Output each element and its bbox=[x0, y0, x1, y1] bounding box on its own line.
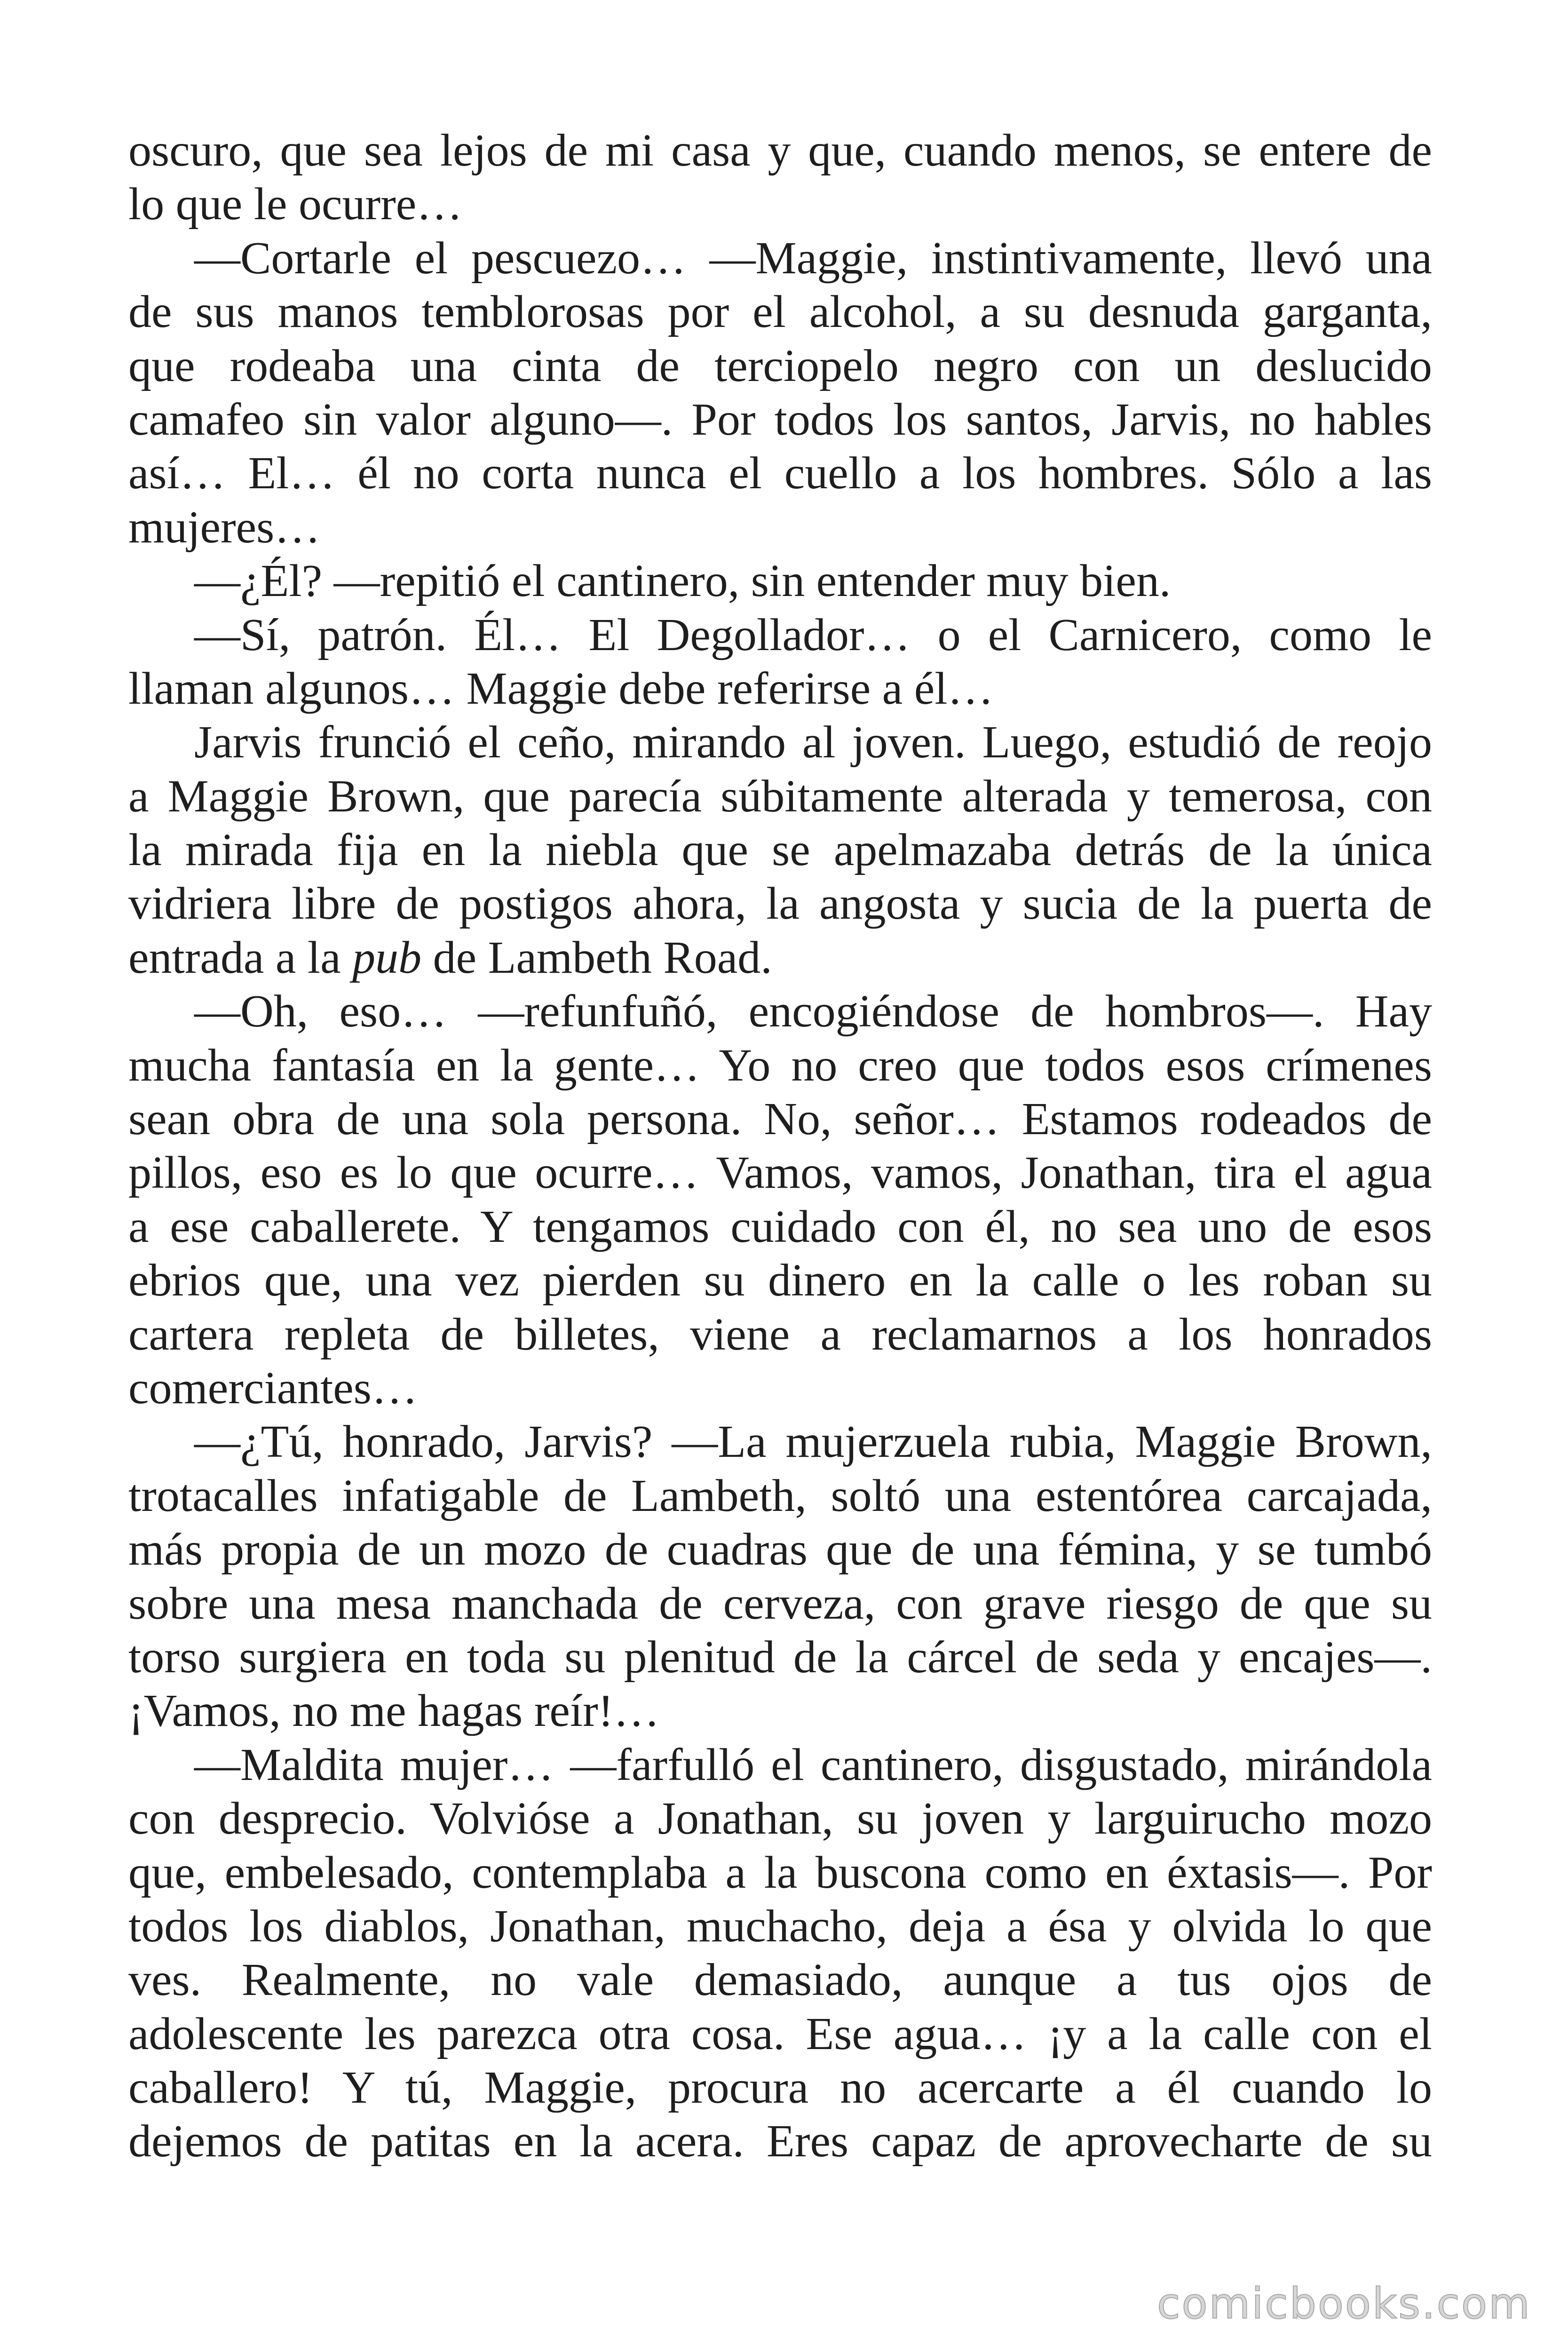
watermark: comicbooks.com bbox=[1157, 2279, 1531, 2328]
text-line: que rodeaba una cinta de terciopelo negro con un deslucido bbox=[128, 340, 1432, 391]
text-line: —¿Tú, honrado, Jarvis? —La mujerzuela rubia, Maggie Brown, bbox=[194, 1416, 1432, 1468]
text-line: —Maldita mujer… —farfulló el cantinero, disgustado, mirándola bbox=[194, 1739, 1432, 1790]
text-line: torso surgiera en toda su plenitud de la cárcel de seda y encajes—. bbox=[128, 1631, 1432, 1683]
text-line: a ese caballerete. Y tengamos cuidado con él, no sea uno de esos bbox=[128, 1201, 1432, 1252]
text-line: cartera repleta de billetes, viene a reclamarnos a los honrados bbox=[128, 1309, 1432, 1360]
text-line: ves. Realmente, no vale demasiado, aunque a tus ojos de bbox=[128, 1955, 1432, 2006]
text-line: lo que le ocurre… bbox=[128, 179, 463, 230]
text-line: sobre una mesa manchada de cerveza, con grave riesgo de que su bbox=[128, 1578, 1432, 1629]
body-text bbox=[128, 124, 1432, 2169]
text-line: —¿Él? —repitió el cantinero, sin entender muy bien. bbox=[194, 556, 1171, 607]
text-line: trotacalles infatigable de Lambeth, soltó una estentórea carcajada, bbox=[128, 1470, 1432, 1521]
text-line: —Sí, patrón. Él… El Degollador… o el Carnicero, como le bbox=[194, 609, 1432, 660]
text-line: ebrios que, una vez pierden su dinero en la calle o les roban su bbox=[128, 1255, 1432, 1306]
text-line: ¡Vamos, no me hagas reír!… bbox=[128, 1685, 660, 1737]
text-line: camafeo sin valor alguno—. Por todos los santos, Jarvis, no hables bbox=[128, 394, 1432, 445]
paragraph bbox=[128, 1738, 1432, 2169]
paragraph bbox=[128, 715, 1432, 985]
text-line bbox=[128, 931, 1432, 985]
text-segment: entrada a la bbox=[128, 932, 353, 983]
text-line: mucha fantasía en la gente… Yo no creo que todos esos crímenes bbox=[128, 1040, 1432, 1091]
text-line: comerciantes… bbox=[128, 1362, 418, 1414]
text-line: —Oh, eso… —refunfuñó, encogiéndose de hombros—. Hay bbox=[194, 986, 1432, 1037]
text-line: adolescente les parezca otra cosa. Ese agua… ¡y a la calle con el bbox=[128, 2008, 1432, 2059]
paragraph bbox=[128, 608, 1432, 716]
text-line: —Cortarle el pescuezo… —Maggie, instintivamente, llevó una bbox=[194, 232, 1432, 284]
text-line: la mirada fija en la niebla que se apelmazaba detrás de la única bbox=[128, 825, 1432, 876]
paragraph bbox=[128, 554, 1432, 608]
text-line: vidriera libre de postigos ahora, la angosta y sucia de la puerta de bbox=[128, 878, 1432, 930]
text-line: mujeres… bbox=[128, 501, 321, 553]
text-segment: de Lambeth Road. bbox=[421, 932, 772, 983]
paragraph bbox=[128, 231, 1432, 554]
text-line: Jarvis frunció el ceño, mirando al joven. Luego, estudió de reojo bbox=[194, 717, 1432, 768]
text-line: pillos, eso es lo que ocurre… Vamos, vamos, Jonathan, tira el agua bbox=[128, 1147, 1432, 1199]
text-line: más propia de un mozo de cuadras que de una fémina, y se tumbó bbox=[128, 1524, 1432, 1575]
text-line: todos los diablos, Jonathan, muchacho, deja a ésa y olvida lo que bbox=[128, 1900, 1432, 1952]
text-line: caballero! Y tú, Maggie, procura no acercarte a él cuando lo bbox=[128, 2062, 1432, 2114]
paragraph bbox=[128, 1415, 1432, 1738]
text-line: que, embelesado, contemplaba a la buscona como en éxtasis—. Por bbox=[128, 1847, 1432, 1898]
text-line: con desprecio. Volvióse a Jonathan, su joven y larguirucho mozo bbox=[128, 1793, 1432, 1844]
text-line: así… El… él no corta nunca el cuello a los hombres. Sólo a las bbox=[128, 448, 1432, 499]
text-line: oscuro, que sea lejos de mi casa y que, cuando menos, se entere de bbox=[128, 125, 1432, 176]
text-line: a Maggie Brown, que parecía súbitamente alterada y temerosa, con bbox=[128, 771, 1432, 822]
paragraph bbox=[128, 124, 1432, 231]
text-line: sean obra de una sola persona. No, señor… Estamos rodeados de bbox=[128, 1094, 1432, 1145]
text-line: dejemos de patitas en la acera. Eres capaz de aprovecharte de su bbox=[128, 2116, 1432, 2167]
italic-word: pub bbox=[352, 932, 422, 983]
text-line: de sus manos temblorosas por el alcohol, a su desnuda garganta, bbox=[128, 286, 1432, 338]
paragraph bbox=[128, 985, 1432, 1415]
text-line: llaman algunos… Maggie debe referirse a él… bbox=[128, 663, 994, 714]
